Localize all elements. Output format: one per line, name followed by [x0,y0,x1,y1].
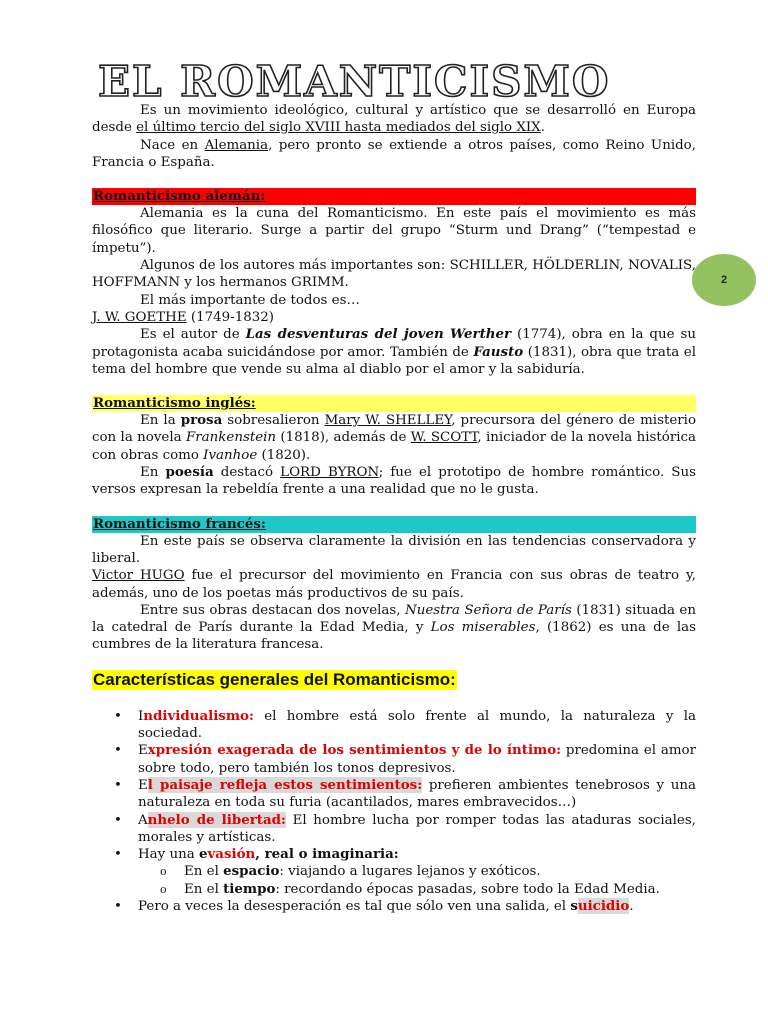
bullet-icon: • [114,777,122,793]
list-item-suicidio: • Pero a veces la desesperación es tal que sólo ven una salida, el suicidio. [114,897,634,914]
list-item-evasion: • Hay una evasión, real o imaginaria: [114,846,399,863]
bullet-icon: • [114,847,122,863]
ingles-paragraph-1: En la prosa sobresalieron Mary W. SHELLEY, precursora del género de misterio con la novela Frankenstein (1818), además de W. SCOTT, iniciador de la novela histórica con obras como Ivanhoe (1820). [92,412,697,463]
aleman-paragraph-2: Algunos de los autores más importantes son: SCHILLER, HÖLDERLIN, NOVALIS, HOFFMANN y los hermanos GRIMM. [92,258,696,291]
caracteristicas-list [92,708,696,916]
aleman-paragraph-1: Alemania es la cuna del Romanticismo. En este país el movimiento es más filosófico que literario. Surge a partir del grupo “Sturm und Drang” (“tempestad e ímpetu”). [92,206,696,256]
page-title: EL ROMANTICISMO [98,57,611,106]
aleman-paragraph-4: Es el autor de Las desventuras del joven Werther (1774), obra en la que su protagonista acaba suicidándose por amor. También de Fausto (1831), obra que trata el tema del hombre que vende su alma al diablo por el amor y la sabiduría. [92,326,696,377]
sub-bullet-icon: o [160,865,167,879]
bullet-icon: • [114,743,122,759]
list-item-individualismo: • Individualismo: el hombre está solo frente al mundo, la naturaleza y la sociedad. [114,707,696,742]
bullet-icon: • [114,812,122,828]
list-item-expresion: • Expresión exagerada de los sentimientos y de lo íntimo: predomina el amor sobre todo, pero también los tonos depresivos. [114,742,696,776]
sub-item-espacio: o En el espacio: viajando a lugares lejanos y exóticos. [160,863,541,880]
section-heading-ingles: Romanticismo inglés: [92,395,696,412]
page-number-badge: 2 [692,254,756,306]
ingles-paragraph-2: En poesía destacó LORD BYRON; fue el prototipo de hombre romántico. Sus versos expresan la rebeldía frente a una realidad que no le gusta. [92,464,696,498]
frances-paragraph-3: Entre sus obras destacan dos novelas, Nuestra Señora de París (1831) situada en la catedral de París durante la Edad Media, y Los miserables, (1862) es una de las cumbres de la literatura francesa. [92,602,696,653]
caracteristicas-heading: Características generales del Romanticismo: [93,669,456,689]
document-page [92,57,697,915]
section-heading-aleman: Romanticismo alemán: [92,188,696,205]
frances-paragraph-2: Victor HUGO fue el precursor del movimiento en Francia con sus obras de teatro y, además, uno de los poetas más productivos de su país. [92,568,696,601]
bullet-icon: • [114,898,122,914]
list-item-libertad: • Anhelo de libertad: El hombre lucha por romper todas las ataduras sociales, morales y artísticas. [114,811,696,845]
frances-paragraph-1: En este país se observa claramente la división en las tendencias conservadora y liberal. [92,533,696,566]
sub-item-tiempo: o En el tiempo: recordando épocas pasadas, sobre todo la Edad Media. [160,880,660,897]
bullet-icon: • [114,708,122,724]
aleman-paragraph-3: El más importante de todos es… [140,292,360,308]
intro-paragraph-1: Es un movimiento ideológico, cultural y artístico que se desarrolló en Europa desde el último tercio del siglo XVIII hasta mediados del siglo XIX. [92,103,696,136]
goethe-line: J. W. GOETHE (1749-1832) [92,309,274,325]
list-item-paisaje: • El paisaje refleja estos sentimientos: prefieren ambientes tenebrosos y una naturaleza en toda su furia (acantilados, mares embravecidos…) [114,776,696,811]
section-heading-frances: Romanticismo francés: [92,516,696,533]
sub-bullet-icon: o [160,882,167,896]
intro-paragraph-2: Nace en Alemania, pero pronto se extiende a otros países, como Reino Unido, Francia o España. [92,137,696,170]
